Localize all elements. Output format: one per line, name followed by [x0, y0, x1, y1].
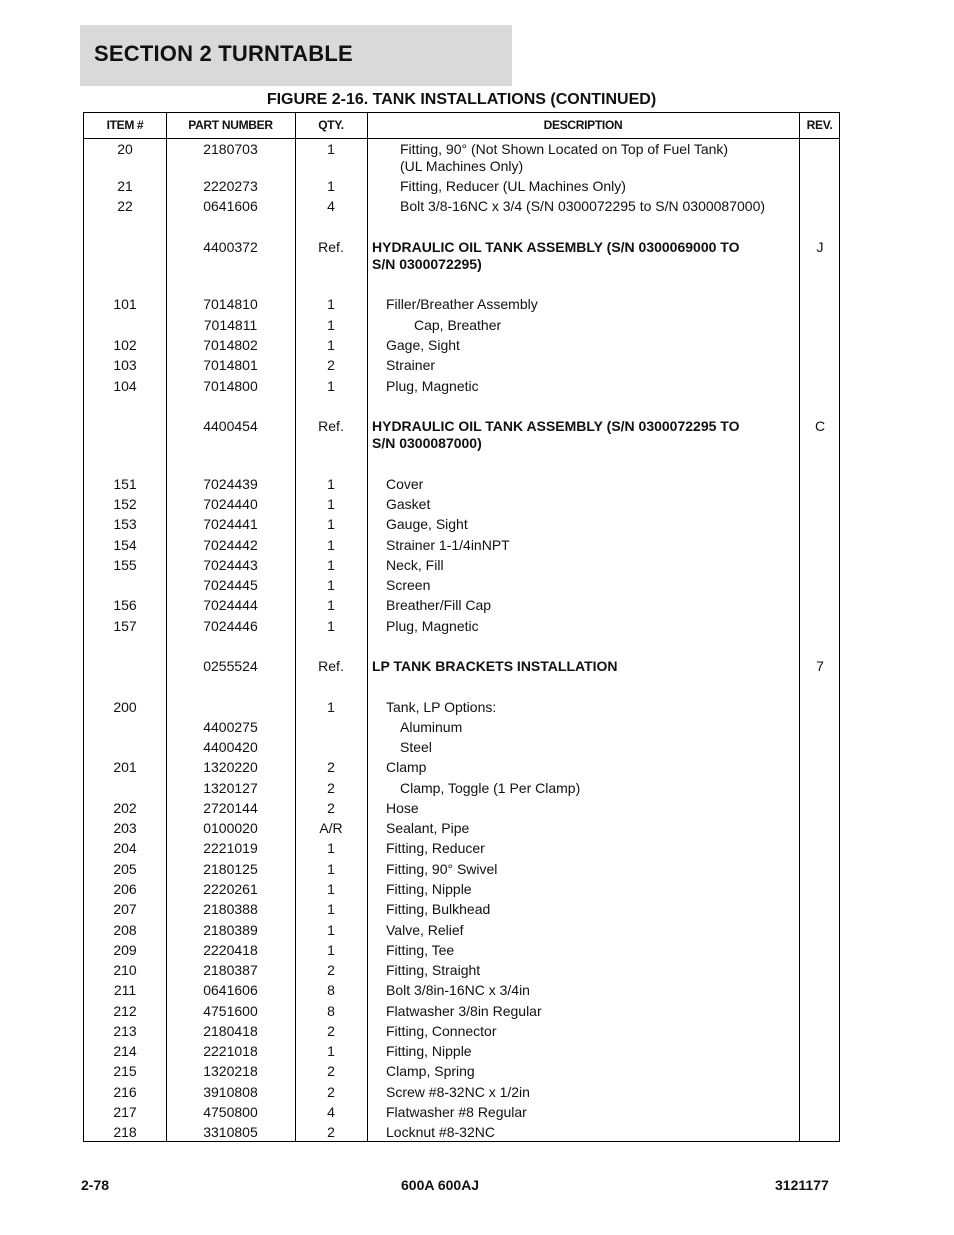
qty-cell: 1	[327, 296, 335, 312]
table-row	[84, 942, 839, 960]
part-number-cell: 2180703	[203, 141, 258, 157]
description-cell: Clamp	[386, 759, 427, 775]
qty-cell: 1	[327, 597, 335, 613]
part-number-cell: 7024442	[203, 537, 258, 553]
item-cell: 202	[113, 800, 137, 816]
description-cell: Fitting, Nipple	[386, 881, 472, 897]
description-cell: LP TANK BRACKETS INSTALLATION	[372, 658, 618, 674]
table-row	[84, 861, 839, 879]
item-cell: 218	[113, 1124, 137, 1140]
section-banner	[80, 25, 512, 86]
description-cell: HYDRAULIC OIL TANK ASSEMBLY (S/N 0300072295 TO	[372, 418, 740, 434]
qty-cell: 1	[327, 577, 335, 593]
table-row	[84, 618, 839, 636]
item-cell: 153	[113, 516, 137, 532]
header-part-number: PART NUMBER	[188, 118, 273, 132]
item-cell: 208	[113, 922, 137, 938]
table-row	[84, 378, 839, 396]
description-cell: Fitting, Connector	[386, 1023, 497, 1039]
description-cell: Sealant, Pipe	[386, 820, 470, 836]
part-number-cell: 7024439	[203, 476, 258, 492]
item-cell: 154	[113, 537, 137, 553]
qty-cell: Ref.	[318, 239, 344, 255]
part-number-cell: 4400420	[203, 739, 258, 755]
qty-cell: 1	[327, 881, 335, 897]
description-cell: Neck, Fill	[386, 557, 444, 573]
description-cell: Screen	[386, 577, 431, 593]
item-cell: 204	[113, 840, 137, 856]
description-cell: Flatwasher #8 Regular	[386, 1104, 527, 1120]
qty-cell: 1	[327, 942, 335, 958]
rev-cell: 7	[816, 658, 824, 674]
description-cell: Fitting, Nipple	[386, 1043, 472, 1059]
table-row	[84, 922, 839, 940]
table-row	[84, 820, 839, 838]
table-row	[84, 901, 839, 919]
description-cell: Fitting, 90° Swivel	[386, 861, 498, 877]
qty-cell: 1	[327, 840, 335, 856]
part-number-cell: 7024441	[203, 516, 258, 532]
table-row	[84, 881, 839, 899]
description-continuation: (UL Machines Only)	[400, 158, 524, 174]
description-cell: Gasket	[386, 496, 431, 512]
item-cell: 155	[113, 557, 137, 573]
part-number-cell: 2221019	[203, 840, 258, 856]
description-cell: Flatwasher 3/8in Regular	[386, 1003, 542, 1019]
item-cell: 151	[113, 476, 137, 492]
description-cell: Fitting, Bulkhead	[386, 901, 491, 917]
rev-cell: C	[814, 418, 826, 434]
table-row	[84, 337, 839, 355]
qty-cell: 1	[327, 922, 335, 938]
part-number-cell: 2220261	[203, 881, 258, 897]
table-row	[84, 198, 839, 216]
item-cell: 216	[113, 1084, 137, 1100]
item-cell: 21	[117, 178, 133, 194]
description-cell: Gage, Sight	[386, 337, 460, 353]
qty-cell: 2	[327, 800, 335, 816]
qty-cell: A/R	[319, 820, 343, 836]
item-cell: 101	[113, 296, 137, 312]
description-cell: Strainer 1-1/4inNPT	[386, 537, 510, 553]
item-cell: 156	[113, 597, 137, 613]
part-number-cell: 0641606	[203, 198, 258, 214]
table-row	[84, 1084, 839, 1102]
table-row	[84, 719, 839, 737]
part-number-cell: 7024446	[203, 618, 258, 634]
document-number: 3121177	[775, 1177, 829, 1193]
item-cell: 210	[113, 962, 137, 978]
description-cell: Clamp, Toggle (1 Per Clamp)	[400, 780, 581, 796]
qty-cell: Ref.	[318, 658, 344, 674]
table-row	[84, 699, 839, 717]
description-cell: Fitting, Reducer (UL Machines Only)	[400, 178, 626, 194]
header-qty: QTY.	[318, 118, 344, 132]
table-row	[84, 1003, 839, 1021]
qty-cell: 4	[327, 1104, 335, 1120]
item-cell: 206	[113, 881, 137, 897]
item-cell: 103	[113, 357, 137, 373]
part-number-cell: 1320218	[203, 1063, 258, 1079]
table-row	[84, 496, 839, 514]
table-row	[84, 296, 839, 314]
part-number-cell: 2220418	[203, 942, 258, 958]
part-number-cell: 1320127	[203, 780, 258, 796]
description-cell: Aluminum	[400, 719, 463, 735]
item-cell: 205	[113, 861, 137, 877]
part-number-cell: 1320220	[203, 759, 258, 775]
table-row	[84, 1043, 839, 1061]
item-cell: 102	[113, 337, 137, 353]
table-row	[84, 418, 839, 451]
part-number-cell: 4400454	[203, 418, 258, 434]
figure-title: FIGURE 2-16. TANK INSTALLATIONS (CONTINUED)	[266, 91, 657, 108]
qty-cell: 1	[327, 317, 335, 333]
description-cell: Breather/Fill Cap	[386, 597, 492, 613]
qty-cell: 8	[327, 982, 335, 998]
part-number-cell: 3910808	[203, 1084, 258, 1100]
rev-cell: J	[816, 239, 824, 255]
part-number-cell: 4750800	[203, 1104, 258, 1120]
table-row	[84, 317, 839, 335]
description-cell: Fitting, Reducer	[386, 840, 485, 856]
table-row	[84, 780, 839, 798]
item-cell: 211	[113, 982, 137, 998]
description-cell: Strainer	[386, 357, 436, 373]
item-cell: 203	[113, 820, 137, 836]
description-cell: Fitting, Tee	[386, 942, 455, 958]
description-cell: Fitting, Straight	[386, 962, 481, 978]
description-continuation: S/N 0300087000)	[372, 435, 482, 451]
description-cell: Clamp, Spring	[386, 1063, 475, 1079]
item-cell: 213	[113, 1023, 137, 1039]
description-cell: Valve, Relief	[386, 922, 464, 938]
parts-table	[83, 112, 840, 1142]
part-number-cell: 7014801	[203, 357, 258, 373]
description-cell: Cap, Breather	[414, 317, 502, 333]
description-cell: Plug, Magnetic	[386, 618, 479, 634]
item-cell: 207	[113, 901, 137, 917]
qty-cell: 1	[327, 516, 335, 532]
table-row	[84, 357, 839, 375]
part-number-cell: 2180125	[203, 861, 258, 877]
description-cell: Tank, LP Options:	[386, 699, 497, 715]
qty-cell: 2	[327, 1084, 335, 1100]
qty-cell: 1	[327, 378, 335, 394]
qty-cell: 2	[327, 1023, 335, 1039]
table-row	[84, 597, 839, 615]
part-number-cell: 7014802	[203, 337, 258, 353]
qty-cell: 1	[327, 337, 335, 353]
part-number-cell: 3310805	[203, 1124, 258, 1140]
part-number-cell: 7014811	[203, 317, 258, 333]
section-title: SECTION 2 TURNTABLE	[94, 41, 353, 66]
qty-cell: 2	[327, 1124, 335, 1140]
qty-cell: 2	[327, 1063, 335, 1079]
description-cell: Gauge, Sight	[386, 516, 468, 532]
qty-cell: 1	[327, 178, 335, 194]
page-number: 2-78	[81, 1177, 110, 1193]
table-row	[84, 1124, 839, 1142]
qty-cell: 1	[327, 537, 335, 553]
qty-cell: 1	[327, 476, 335, 492]
table-row	[84, 800, 839, 818]
description-cell: Bolt 3/8-16NC x 3/4 (S/N 0300072295 to S/N 0300087000)	[400, 198, 766, 214]
qty-cell: 1	[327, 496, 335, 512]
table-row	[84, 1063, 839, 1081]
description-cell: Locknut #8-32NC	[386, 1124, 495, 1140]
description-cell: Bolt 3/8in-16NC x 3/4in	[386, 982, 530, 998]
part-number-cell: 7024445	[203, 577, 258, 593]
table-row	[84, 537, 839, 555]
part-number-cell: 2220273	[203, 178, 258, 194]
model-name: 600A 600AJ	[401, 1177, 480, 1193]
item-cell: 104	[113, 378, 137, 394]
part-number-cell: 4400372	[203, 239, 258, 255]
table-row	[84, 840, 839, 858]
qty-cell: 2	[327, 759, 335, 775]
qty-cell: 2	[327, 357, 335, 373]
part-number-cell: 0100020	[203, 820, 258, 836]
table-row	[84, 476, 839, 494]
table-row	[84, 982, 839, 1000]
header-rev: REV.	[806, 118, 833, 132]
table-row	[84, 739, 839, 757]
qty-cell: 1	[327, 1043, 335, 1059]
item-cell: 201	[113, 759, 137, 775]
qty-cell: 1	[327, 141, 335, 157]
part-number-cell: 2180418	[203, 1023, 258, 1039]
description-cell: Steel	[400, 739, 432, 755]
item-cell: 152	[113, 496, 137, 512]
part-number-cell: 7024440	[203, 496, 258, 512]
item-cell: 22	[117, 198, 133, 214]
table-row	[84, 141, 839, 174]
description-cell: Screw #8-32NC x 1/2in	[386, 1084, 530, 1100]
part-number-cell: 7024444	[203, 597, 258, 613]
part-number-cell: 2180389	[203, 922, 258, 938]
qty-cell: 2	[327, 962, 335, 978]
part-number-cell: 4400275	[203, 719, 258, 735]
part-number-cell: 7014810	[203, 296, 258, 312]
table-row	[84, 239, 839, 272]
table-row	[84, 577, 839, 595]
part-number-cell: 2180388	[203, 901, 258, 917]
description-cell: Fitting, 90° (Not Shown Located on Top of Fuel Tank)	[400, 141, 729, 157]
qty-cell: 2	[327, 780, 335, 796]
item-cell: 212	[113, 1003, 137, 1019]
description-cell: Hose	[386, 800, 419, 816]
table-row	[84, 1023, 839, 1041]
part-number-cell: 7014800	[203, 378, 258, 394]
qty-cell: 1	[327, 618, 335, 634]
qty-cell: 8	[327, 1003, 335, 1019]
header-divider	[84, 138, 839, 139]
table-row	[84, 759, 839, 777]
item-cell: 215	[113, 1063, 137, 1079]
qty-cell: 1	[327, 699, 335, 715]
part-number-cell: 2180387	[203, 962, 258, 978]
part-number-cell: 0641606	[203, 982, 258, 998]
description-cell: Cover	[386, 476, 424, 492]
table-row	[84, 178, 839, 196]
qty-cell: 4	[327, 198, 335, 214]
table-row	[84, 557, 839, 575]
item-cell: 209	[113, 942, 137, 958]
part-number-cell: 0255524	[203, 658, 258, 674]
qty-cell: 1	[327, 557, 335, 573]
qty-cell: Ref.	[318, 418, 344, 434]
part-number-cell: 7024443	[203, 557, 258, 573]
item-cell: 157	[113, 618, 137, 634]
header-description: DESCRIPTION	[543, 118, 623, 132]
item-cell: 20	[117, 141, 133, 157]
description-cell: HYDRAULIC OIL TANK ASSEMBLY (S/N 0300069000 TO	[372, 239, 740, 255]
part-number-cell: 2720144	[203, 800, 258, 816]
table-row	[84, 658, 839, 676]
description-continuation: S/N 0300072295)	[372, 256, 482, 272]
item-cell: 214	[113, 1043, 137, 1059]
part-number-cell: 2221018	[203, 1043, 258, 1059]
table-row	[84, 516, 839, 534]
item-cell: 217	[113, 1104, 137, 1120]
qty-cell: 1	[327, 901, 335, 917]
table-row	[84, 962, 839, 980]
description-cell: Filler/Breather Assembly	[386, 296, 538, 312]
table-row	[84, 1104, 839, 1122]
item-cell: 200	[113, 699, 137, 715]
description-cell: Plug, Magnetic	[386, 378, 479, 394]
header-item: ITEM #	[106, 118, 144, 132]
qty-cell: 1	[327, 861, 335, 877]
part-number-cell: 4751600	[203, 1003, 258, 1019]
